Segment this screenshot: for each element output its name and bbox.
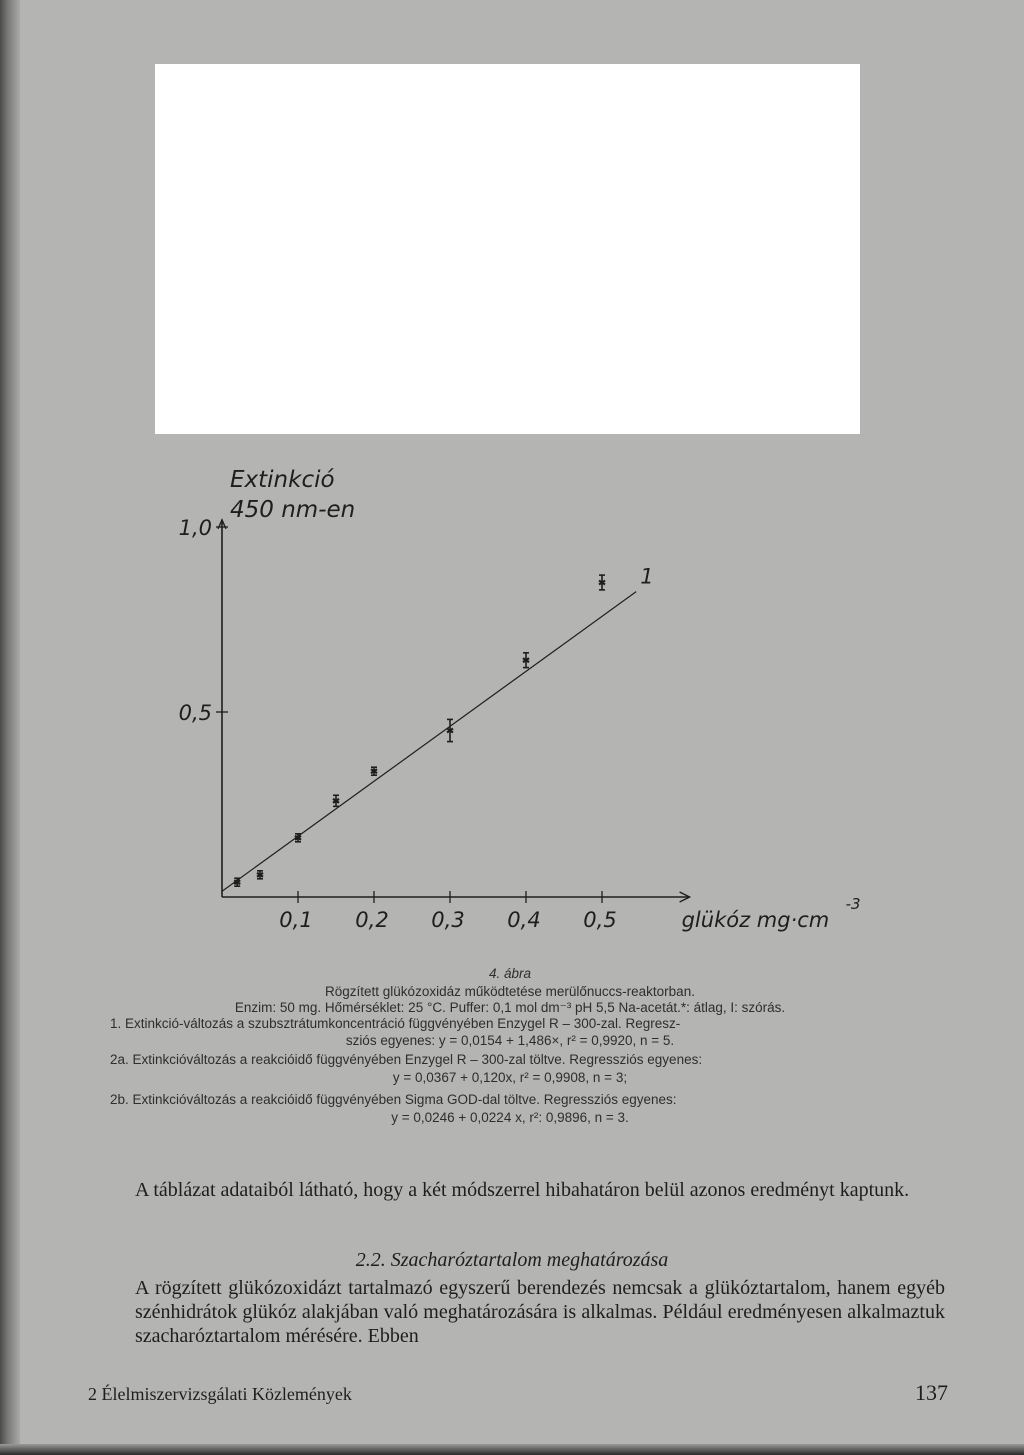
x-tick-label: 0,1 [279,908,313,932]
figure-caption-line: 1. Extinkció-változás a szubsztrátumkoncentráció függvényében Enzygel R – 300-zal. Regresz- [110,1016,681,1031]
x-axis-label-superscript: -3 [845,895,861,913]
x-tick-label: 0,4 [507,908,541,932]
page-number: 137 [915,1380,948,1405]
regression-line [222,592,636,892]
figure-caption-line: 2a. Extinkcióváltozás a reakcióidő függvényében Enzygel R – 300-zal töltve. Regressziós egyenes: [110,1052,703,1067]
body-paragraph: A rögzített glükózoxidázt tartalmazó egyszerű berendezés nemcsak a glükóztartalom, hanem egyéb szénhidrátok glükóz alakjában való meghatározására is alkalmas. Például eredményesen alkalmaztuk szacharóztartalom mérésére. Ebben [135,1277,945,1347]
figure-caption-line: y = 0,0367 + 0,120x, r² = 0,9908, n = 3; [392,1070,628,1085]
section-heading: 2.2. Szacharóztartalom meghatározása [355,1249,669,1271]
figure-caption-title: 4. ábra [488,966,532,981]
scan-edge-bottom [0,1444,1024,1455]
y-axis-label: Extinkció [230,467,335,493]
calibration-chart [150,455,861,965]
y-axis-label-unit: 450 nm-en [230,497,356,523]
page-footer [88,1380,948,1410]
figure-caption-line: Enzim: 50 mg. Hőmérséklet: 25 °C. Puffer: 0,1 mol dm⁻³ pH 5,5 Na-acetát.*: átlag, I: szórás. [234,1000,786,1015]
x-tick-label: 0,2 [355,908,389,932]
y-tick-label: 0,5 [178,701,212,725]
figure-caption-line: sziós egyenes: y = 0,0154 + 1,486×, r² = 0,9920, n = 5. [345,1033,675,1048]
figure-caption-line: 2b. Extinkcióváltozás a reakcióidő függvényében Sigma GOD-dal töltve. Regressziós egyenes: [110,1092,677,1107]
x-tick-label: 0,3 [431,908,465,932]
series-label: 1 [640,564,654,589]
figure-caption-line: Rögzített glükózoxidáz működtetése merülőnuccs-reaktorban. [325,984,695,999]
y-tick-label: 1,0 [178,516,212,540]
body-paragraph: A táblázat adataiból látható, hogy a két módszerrel hibahatáron belül azonos eredményt kaptunk. [135,1179,910,1201]
x-tick-label: 0,5 [583,908,617,932]
x-axis-label: glükóz mg·cm [681,908,830,932]
blank-figure-area [155,64,860,434]
figure-caption-line: y = 0,0246 + 0,0224 x, r²: 0,9896, n = 3. [391,1110,629,1125]
scan-edge [0,0,20,1455]
journal-name: 2 Élelmiszervizsgálati Közlemények [88,1384,352,1404]
